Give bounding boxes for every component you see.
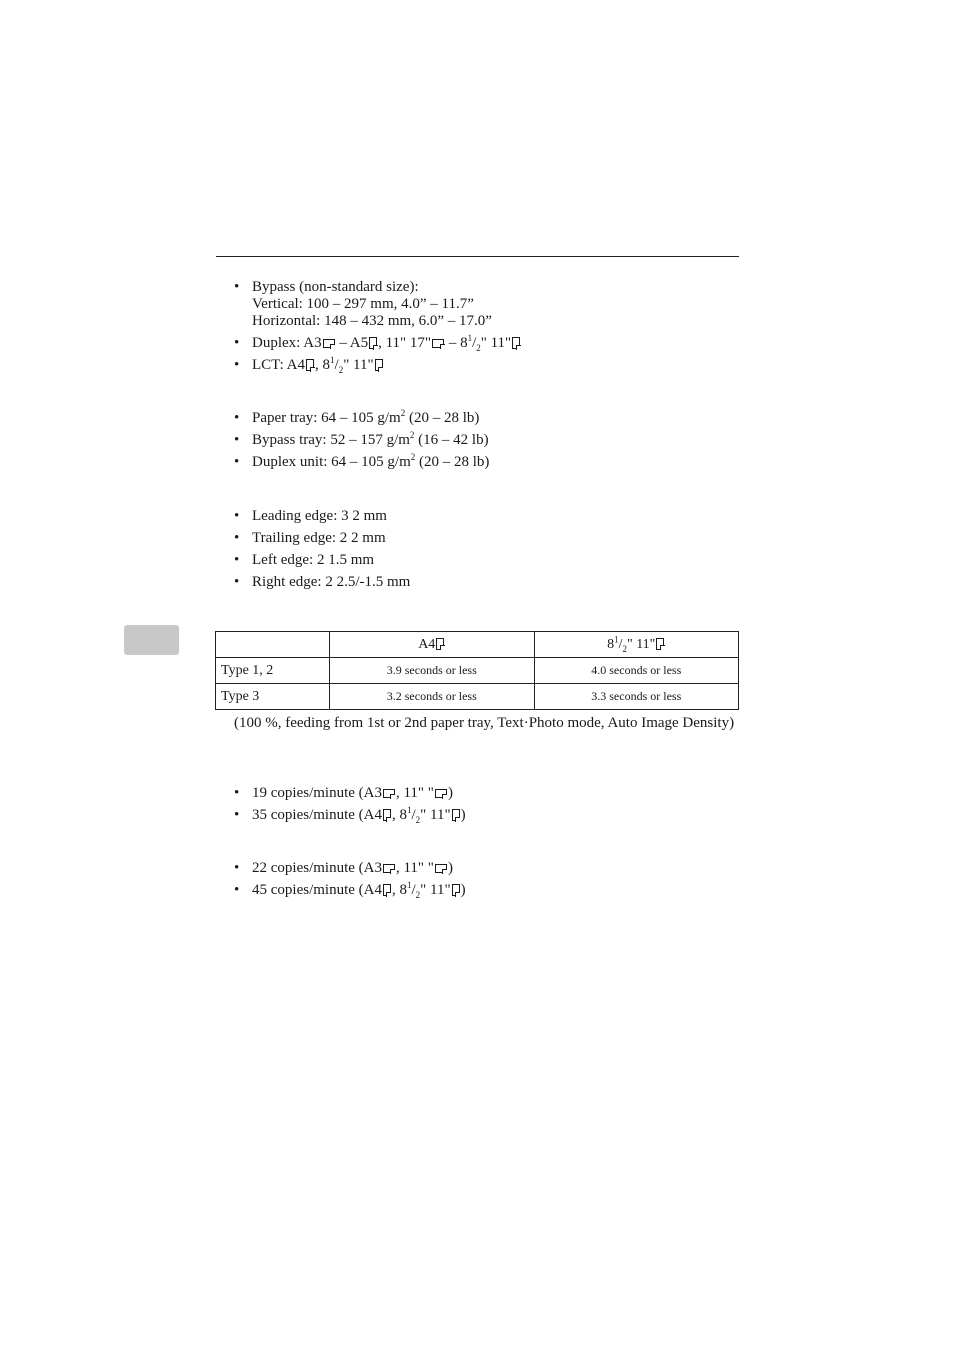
paper-size-list [234,279,521,379]
bypass-vertical: Vertical: 100 – 297 mm, 4.0” – 11.7” [252,296,474,312]
table-header-letter [534,632,739,658]
fraction-numerator: 1 [406,880,412,890]
speed-text: , 8 [391,807,407,823]
header-letter-text: 8 [607,636,615,652]
header-letter-text: " 11" [626,636,656,652]
speed-text: ) [460,807,466,823]
portrait-paper-icon [656,638,664,650]
lct-text: " 11" [343,357,374,373]
list-item-weight [234,432,489,454]
duplex-text: – 8 [445,335,468,351]
row-label: Type 1, 2 [216,658,330,684]
landscape-paper-icon [432,339,444,348]
chapter-tab [124,625,179,655]
speed-text: " 11" [420,807,451,823]
duplex-text: Duplex: A3 [252,335,322,351]
table-row [216,658,739,684]
row-label: Type 3 [216,684,330,710]
fraction-numerator: 1 [467,333,473,343]
list-item-speed [234,785,466,807]
portrait-paper-icon [436,638,444,650]
speed-text: , 11" " [395,860,434,876]
speed-text: ) [460,882,466,898]
fraction-denominator: 2 [622,643,627,654]
list-item-edge: • Left edge: 2 1.5 mm [234,552,410,574]
lct-text: , 8 [315,357,331,373]
list-item-speed [234,807,466,829]
portrait-paper-icon [452,884,460,896]
landscape-paper-icon [435,864,447,873]
list-item-duplex [234,335,521,357]
bypass-horizontal: Horizontal: 148 – 432 mm, 6.0” – 17.0” [252,313,492,329]
fraction-slash: / [618,636,623,652]
portrait-paper-icon [383,884,391,896]
table-header-a4 [330,632,535,658]
speed-text: ) [447,860,453,876]
header-a4-text: A4 [418,636,436,652]
fraction-denominator: 2 [338,365,344,375]
portrait-paper-icon [375,359,383,371]
fraction-slash: / [411,882,416,898]
list-item-speed [234,882,466,904]
lct-text: LCT: A4 [252,357,306,373]
weight-text: Bypass tray: 52 – 157 g/m [252,432,410,448]
duplex-text: " 11" [480,335,512,351]
list-item-weight [234,454,489,476]
table-header-row [216,632,739,658]
duplex-text: , 11" 17" [378,335,432,351]
speed-text: " 11" [420,882,451,898]
landscape-paper-icon [383,789,395,798]
speed-text: , 8 [391,882,407,898]
weight-superscript: 2 [400,408,406,418]
weight-text: (16 – 42 lb) [414,432,489,448]
weight-superscript: 2 [409,430,415,440]
list-item-speed [234,860,466,882]
portrait-paper-icon [383,809,391,821]
portrait-paper-icon [512,337,520,349]
duplex-text: – A5 [335,335,369,351]
speed-list-type2 [234,860,466,904]
portrait-paper-icon [369,337,377,349]
weight-text: (20 – 28 lb) [415,454,490,470]
landscape-paper-icon [383,864,395,873]
margin-list [234,508,410,596]
paper-weight-list [234,410,489,476]
list-item-bypass [234,279,521,335]
speed-text: 35 copies/minute (A4 [252,807,382,823]
cell-letter: 4.0 seconds or less [534,658,739,684]
speed-text: ) [447,785,453,801]
landscape-paper-icon [435,789,447,798]
list-item-lct [234,357,521,379]
fraction-slash: / [334,357,339,373]
cell-a4: 3.2 seconds or less [330,684,535,710]
list-item-edge: • Right edge: 2 2.5/-1.5 mm [234,574,410,596]
table-note: (100 %, feeding from 1st or 2nd paper tray, Text·Photo mode, Auto Image Density) [234,715,735,731]
weight-text: Paper tray: 64 – 105 g/m [252,410,401,426]
first-copy-table [215,631,739,710]
portrait-paper-icon [306,359,314,371]
table-header-empty [216,632,330,658]
fraction-slash: / [411,807,416,823]
fraction-numerator: 1 [330,355,335,365]
speed-text: 22 copies/minute (A3 [252,860,382,876]
weight-superscript: 2 [410,452,416,462]
speed-text: , 11" " [395,785,434,801]
weight-text: (20 – 28 lb) [405,410,480,426]
header-rule [216,256,739,257]
bypass-title: • Bypass (non-standard size): [252,279,419,295]
speed-list-type1 [234,785,466,829]
list-item-edge: • Leading edge: 3 2 mm [234,508,410,530]
fraction-denominator: 2 [476,343,481,353]
cell-a4: 3.9 seconds or less [330,658,535,684]
list-item-edge: • Trailing edge: 2 2 mm [234,530,410,552]
landscape-paper-icon [323,339,335,348]
weight-text: Duplex unit: 64 – 105 g/m [252,454,411,470]
fraction-numerator: 1 [406,805,412,815]
portrait-paper-icon [452,809,460,821]
list-item-weight [234,410,489,432]
fraction-denominator: 2 [415,890,421,900]
speed-text: 45 copies/minute (A4 [252,882,382,898]
fraction-slash: / [472,335,477,351]
speed-text: 19 copies/minute (A3 [252,785,382,801]
fraction-denominator: 2 [415,815,421,825]
fraction-numerator: 1 [614,633,619,644]
table-row [216,684,739,710]
cell-letter: 3.3 seconds or less [534,684,739,710]
